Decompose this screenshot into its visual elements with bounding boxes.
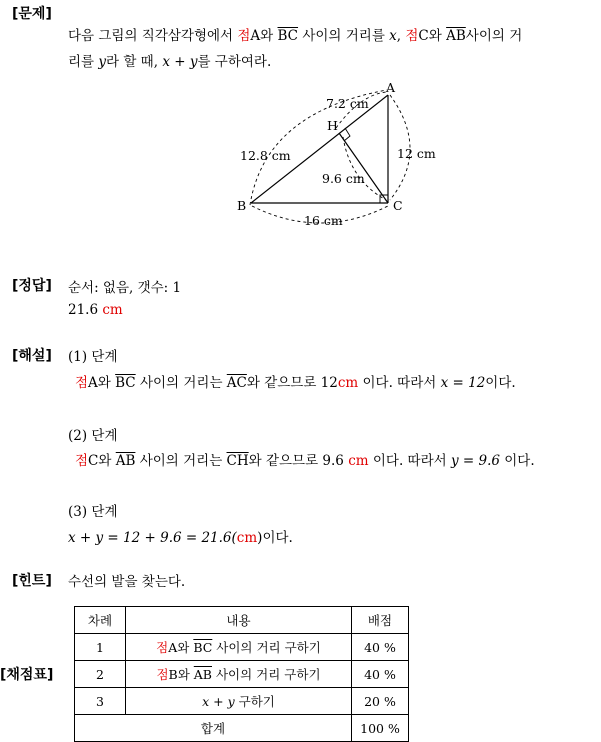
row-1-content: 점A와 $\overline{BC}$ 사이의 거리 구하기 bbox=[126, 634, 352, 661]
label-C: C bbox=[393, 198, 403, 213]
right-angle-h bbox=[344, 128, 350, 141]
solution-step-2-title: (2) 단계 bbox=[68, 428, 118, 444]
total-label: 합계 bbox=[75, 715, 352, 742]
problem-line-2: 리를 y라 할 때, x + y를 구하여라. bbox=[68, 54, 272, 70]
answer-meta: 순서: 없음, 갯수: 1 bbox=[68, 280, 182, 296]
table-row bbox=[75, 634, 409, 661]
solution-step-3-text: x + y = 12 + 9.6 = 21.6(cm)이다. bbox=[68, 530, 293, 546]
grading-table bbox=[74, 606, 409, 742]
hint-tag: [힌트] bbox=[12, 573, 52, 589]
row-1-score: 40 % bbox=[352, 634, 409, 661]
row-1-no: 1 bbox=[75, 634, 126, 661]
label-ch: 9.6 cm bbox=[322, 171, 365, 186]
solution-step-1-text: 점A와 $\overline{BC}$ 사이의 거리는 $\overline{AC}$와 같으므로 12cm 이다. 따라서 x = 12이다. bbox=[75, 375, 516, 391]
solution-step-1-title: (1) 단계 bbox=[68, 349, 118, 365]
problem-line-1: 다음 그림의 직각삼각형에서 점A와 $\overline{BC}$ 사이의 거리를 x, 점C와 $\overline{AB}$사이의 거 bbox=[68, 28, 523, 44]
label-ab: 12.8 cm bbox=[240, 148, 291, 163]
row-3-content: x + y 구하기 bbox=[126, 688, 352, 715]
row-2-no: 2 bbox=[75, 661, 126, 688]
row-2-content: 점B와 $\overline{AB}$ 사이의 거리 구하기 bbox=[126, 661, 352, 688]
table-header-row bbox=[75, 607, 409, 634]
label-A: A bbox=[386, 80, 396, 95]
row-2-score: 40 % bbox=[352, 661, 409, 688]
label-ah: 7.2 cm bbox=[326, 96, 369, 111]
table-total-row bbox=[75, 715, 409, 742]
row-3-no: 3 bbox=[75, 688, 126, 715]
label-ac: 12 cm bbox=[397, 146, 436, 161]
header-content: 내용 bbox=[126, 607, 352, 634]
answer-tag: [정답] bbox=[12, 278, 52, 294]
label-bc: 16 cm bbox=[304, 213, 343, 228]
total-score: 100 % bbox=[352, 715, 409, 742]
row-3-score: 20 % bbox=[352, 688, 409, 715]
header-order: 차례 bbox=[75, 607, 126, 634]
table-row bbox=[75, 661, 409, 688]
answer-value: 21.6 cm bbox=[68, 302, 123, 318]
label-H: H bbox=[327, 118, 338, 133]
problem-tag: [문제] bbox=[12, 6, 52, 22]
solution-tag: [해설] bbox=[12, 348, 52, 364]
altitude-ch bbox=[339, 133, 388, 203]
label-B: B bbox=[237, 198, 247, 213]
solution-step-2-text: 점C와 $\overline{AB}$ 사이의 거리는 $\overline{CH}$와 같으므로 9.6 cm 이다. 따라서 y = 9.6 이다. bbox=[75, 453, 535, 469]
solution-step-3-title: (3) 단계 bbox=[68, 504, 118, 520]
hint-text: 수선의 발을 찾는다. bbox=[68, 574, 186, 590]
header-score: 배점 bbox=[352, 607, 409, 634]
table-row bbox=[75, 688, 409, 715]
grading-tag: [채점표] bbox=[0, 667, 54, 683]
